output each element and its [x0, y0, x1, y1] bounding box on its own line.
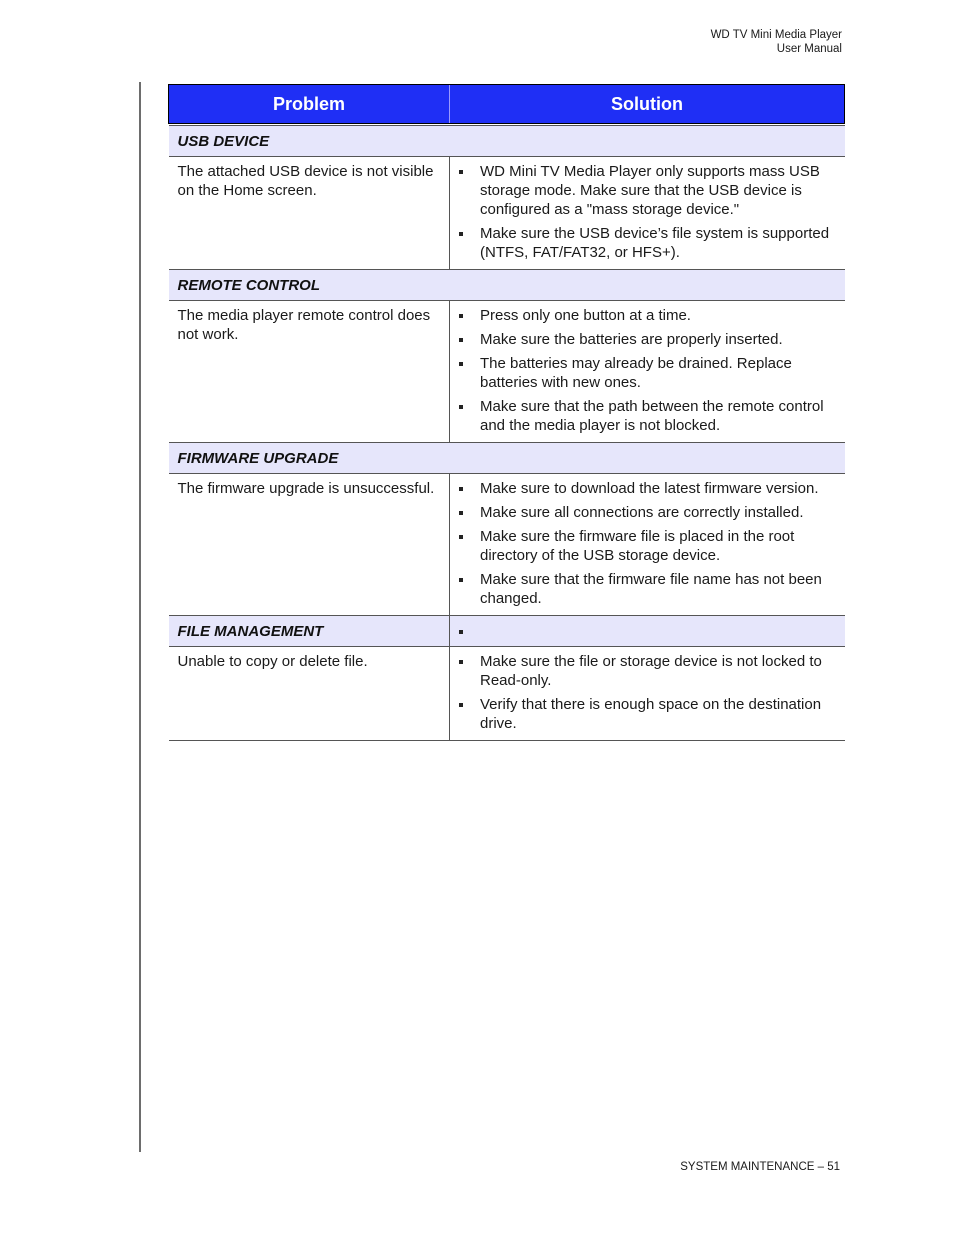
header-product-name: WD TV Mini Media Player	[710, 29, 842, 41]
section-header-firmware-upgrade	[169, 443, 845, 474]
section-title: USB DEVICE	[169, 126, 845, 157]
bullet-icon	[459, 703, 463, 707]
solution-cell	[450, 647, 845, 741]
problem-cell: Unable to copy or delete file.	[169, 647, 450, 741]
solution-item: Make sure that the path between the remote control and the media player is not blocked.	[458, 397, 835, 435]
page-footer: SYSTEM MAINTENANCE – 51	[680, 1161, 840, 1173]
solution-item: Make sure the file or storage device is not locked to Read-only.	[458, 652, 835, 690]
bullet-icon	[459, 338, 463, 342]
bullet-icon	[459, 314, 463, 318]
section-solution-cell	[450, 616, 845, 647]
solution-item: Make sure to download the latest firmware version.	[458, 479, 835, 498]
bullet-icon	[459, 232, 463, 236]
problem-cell: The attached USB device is not visible on the Home screen.	[169, 157, 450, 270]
section-title: FIRMWARE UPGRADE	[169, 443, 845, 474]
solution-list	[458, 162, 835, 262]
solution-list	[458, 479, 835, 608]
solution-cell	[450, 474, 845, 616]
table-row	[169, 474, 845, 616]
column-header-problem: Problem	[169, 85, 450, 124]
solution-item: Make sure the USB device’s file system is supported (NTFS, FAT/FAT32, or HFS+).	[458, 224, 835, 262]
bullet-icon	[459, 660, 463, 664]
table-header-row	[169, 85, 845, 124]
solution-item: Make sure that the firmware file name has not been changed.	[458, 570, 835, 608]
bullet-icon	[459, 511, 463, 515]
section-header-file-management	[169, 616, 845, 647]
running-header	[711, 29, 842, 56]
table-row	[169, 647, 845, 741]
solution-cell	[450, 301, 845, 443]
table-row	[169, 157, 845, 270]
solution-item: WD Mini TV Media Player only supports mass USB storage mode. Make sure that the USB device is configured as a "mass storage device."	[458, 162, 835, 219]
solution-item: Make sure the batteries are properly inserted.	[458, 330, 835, 349]
bullet-icon	[459, 578, 463, 582]
table-row	[169, 301, 845, 443]
solution-list	[458, 652, 835, 733]
bullet-icon	[459, 535, 463, 539]
problem-cell: The media player remote control does not work.	[169, 301, 450, 443]
bullet-icon	[459, 362, 463, 366]
solution-list	[458, 306, 835, 435]
solution-item: The batteries may already be drained. Replace batteries with new ones.	[458, 354, 835, 392]
section-header-usb-device	[169, 126, 845, 157]
margin-rule	[139, 82, 141, 1152]
bullet-icon	[459, 630, 463, 634]
column-header-solution: Solution	[450, 85, 845, 124]
solution-item: Make sure the firmware file is placed in the root directory of the USB storage device.	[458, 527, 835, 565]
section-header-remote-control	[169, 270, 845, 301]
solution-item: Press only one button at a time.	[458, 306, 835, 325]
bullet-icon	[459, 405, 463, 409]
section-title: FILE MANAGEMENT	[169, 616, 450, 647]
header-doc-type: User Manual	[776, 42, 842, 55]
troubleshooting-table	[168, 84, 845, 741]
problem-cell: The firmware upgrade is unsuccessful.	[169, 474, 450, 616]
bullet-icon	[459, 170, 463, 174]
bullet-icon	[459, 487, 463, 491]
solution-item: Verify that there is enough space on the destination drive.	[458, 695, 835, 733]
section-title: REMOTE CONTROL	[169, 270, 845, 301]
solution-item: Make sure all connections are correctly installed.	[458, 503, 835, 522]
solution-cell	[450, 157, 845, 270]
